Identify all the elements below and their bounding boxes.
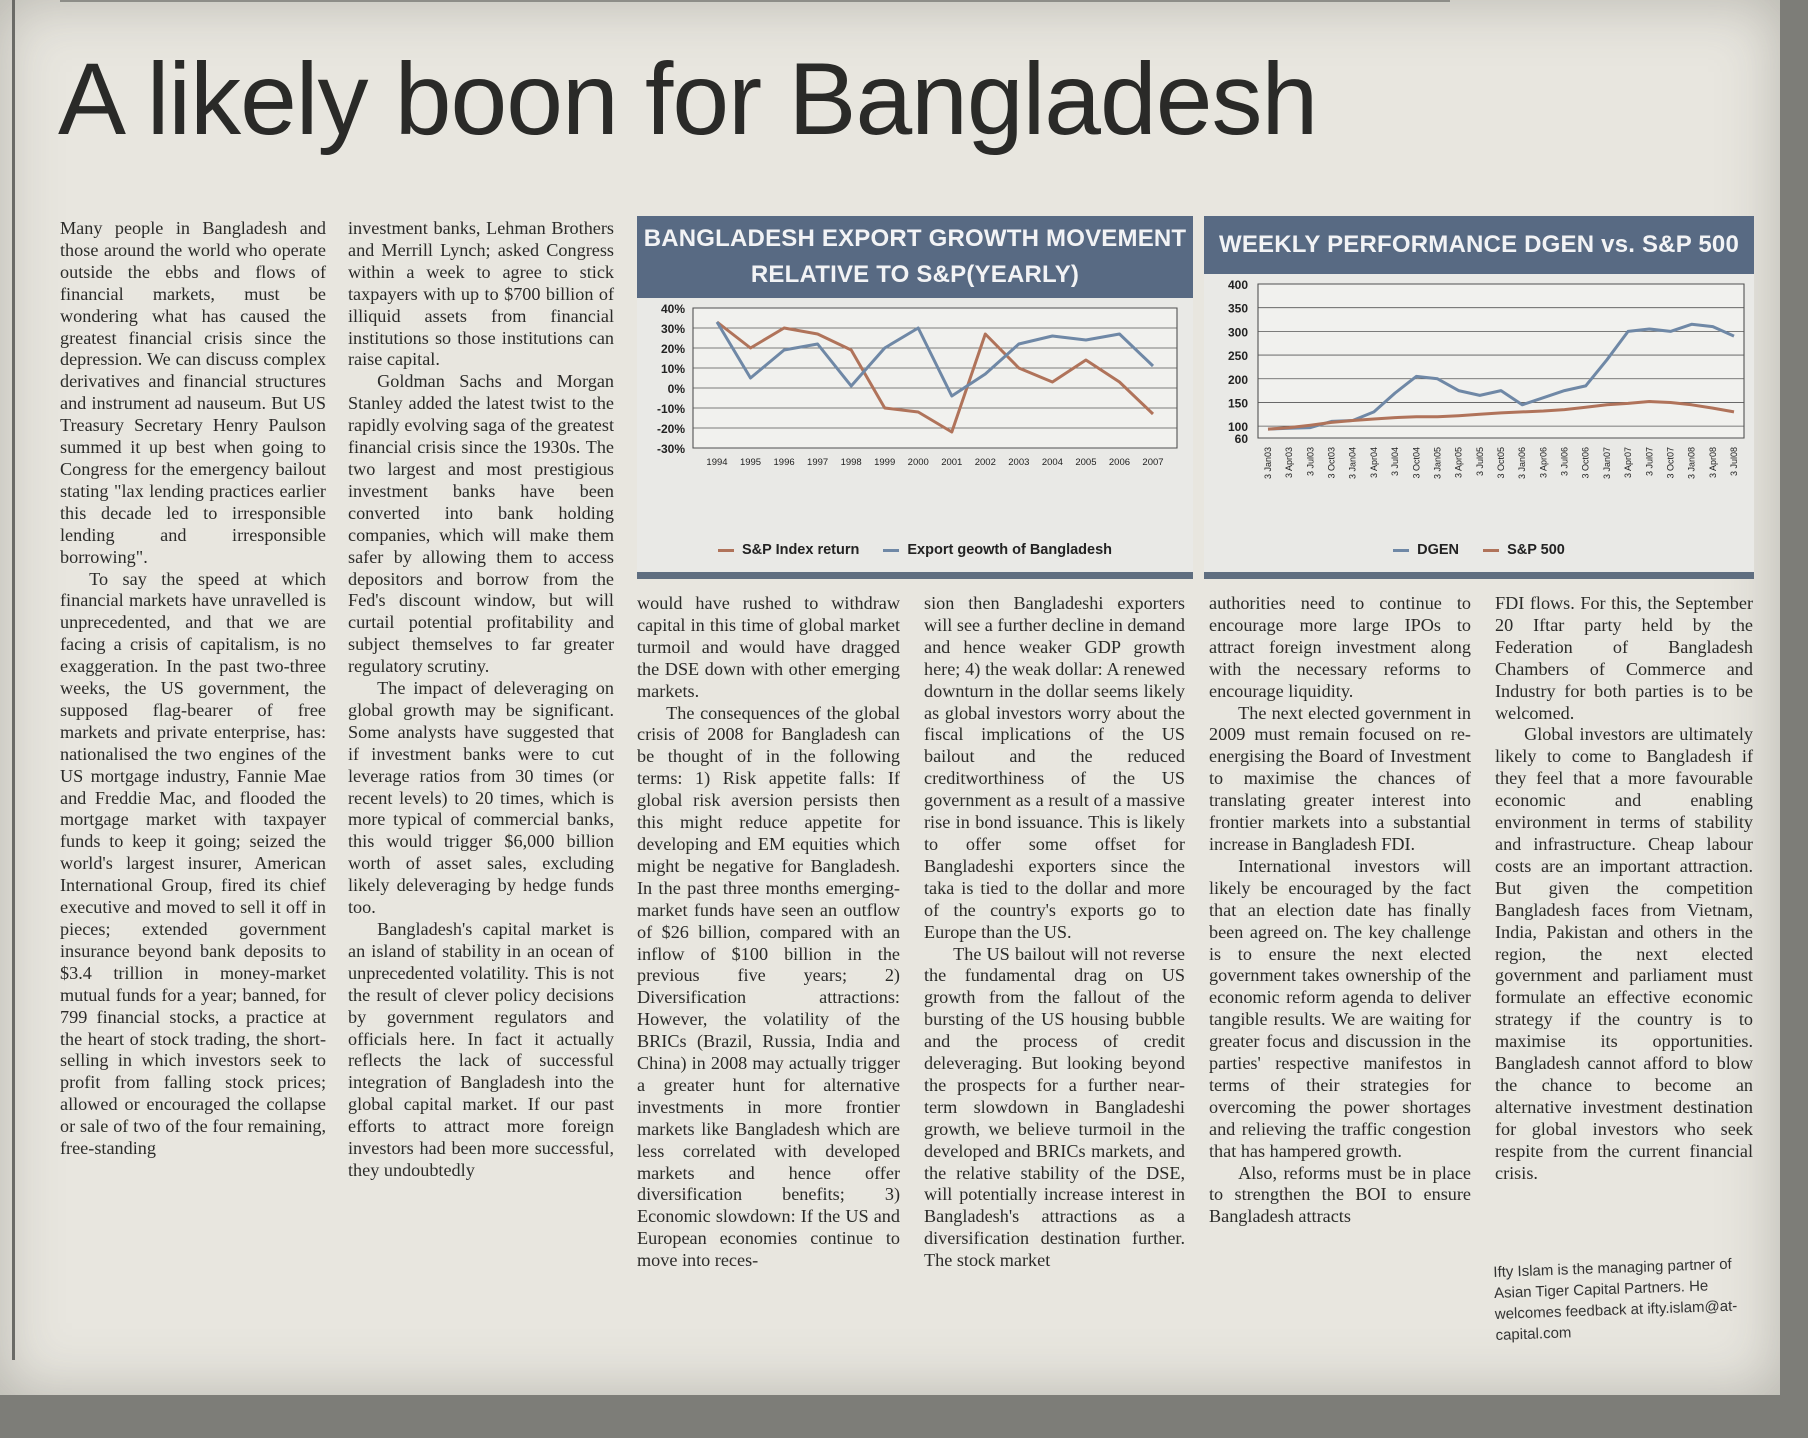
x-tick-label: 3 Jan08 (1686, 447, 1697, 480)
x-tick-label: 3 Oct05 (1496, 447, 1506, 479)
y-tick-label: 60 (1234, 432, 1248, 446)
x-tick-label: 3 Jan04 (1347, 447, 1358, 480)
article-paragraph: Goldman Sachs and Morgan Stanley added the latest twist to the rapidly evolving saga of the greatest financial crisis since the 1930s. The two largest and most prestigious investment banks have been converted into bank holding companies, which will make them safer by allowing them to access depositors and borrow from the Fed's discount window, but will curtail potential profitability and subject themselves to far greater regulatory scrutiny. (348, 371, 614, 677)
x-tick-label: 3 Apr06 (1538, 447, 1549, 479)
dgen-vs-sp500-chart (1204, 216, 1754, 579)
x-tick-label: 3 Oct06 (1580, 447, 1591, 479)
y-tick-label: 300 (1227, 325, 1248, 340)
x-tick-label: 1997 (807, 457, 829, 468)
article-paragraph: The consequences of the global crisis of 2008 for Bangladesh can be thought of in the following terms: 1) Risk appetite falls: If global risk aversion persists then this might reduce appetite for developing and EM equities which might be negative for Bangladesh. In the past three months emerging-market funds have seen an outflow of $26 billion, compared with an inflow of $100 billion in the previous five years; 2) Diversification attractions: However, the volatility of the BRICs (Brazil, Russia, India and China) in 2008 may actually trigger a greater hunt for alternative investments in more frontier markets like Bangladesh which are less correlated with developed markets and hence offer diversification benefits; 3) Economic slowdown: If the US and European economies continue to move into reces- (637, 702, 900, 1271)
x-tick-label: 2002 (974, 457, 996, 468)
export-growth-plot (637, 298, 1193, 530)
x-tick-label: 2000 (907, 457, 929, 468)
x-tick-label: 3 Oct04 (1411, 447, 1422, 479)
chart-legend (1204, 542, 1754, 558)
article-paragraph: The impact of deleveraging on global growth may be significant. Some analysts have suggested that if investment banks were to cut leverage ratios from 30 times (or recent levels) to 20 times, which is more typical of commercial banks, this would trigger $6,000 billion worth of asset sales, excluding likely deleveraging by hedge funds too. (348, 678, 614, 918)
article-paragraph: To say the speed at which financial markets have unravelled is unprecedented, and that we are facing a crisis of capitalism, is no exaggeration. In the past two-three weeks, the US government, the supposed flag-bearer of free markets and private enterprise, has: nationalised the two engines of the US mortgage industry, Fannie Mae and Freddie Mac, and flooded the mortgage market with taxpayer funds to keep it going; seized the world's largest insurer, American International Group, fired its chief executive and moved to sell it off in pieces; extended government insurance beyond bank deposits to $3.4 trillion in money-market mutual funds for a year; banned, for 799 financial stocks, a practice at the heart of stock trading, the short-selling in which investors seek to profit from falling stock prices; allowed or encouraged the collapse or sale of two of the four remaining, free-standing (60, 568, 326, 1159)
x-tick-label: 3 Apr05 (1453, 446, 1464, 479)
article-paragraph: would have rushed to withdraw capital in this time of global market turmoil and would have dragged the DSE down with other emerging markets. (637, 593, 900, 701)
article-paragraph: Also, reforms must be in place to strengthen the BOI to ensure Bangladesh attracts (1209, 1162, 1471, 1227)
y-tick-label: -20% (656, 422, 685, 436)
x-tick-label: 3 Jul07 (1644, 447, 1655, 477)
article-column-4 (924, 593, 1185, 1272)
x-tick-label: 2003 (1008, 457, 1030, 468)
x-tick-label: 3 Jan05 (1432, 447, 1443, 480)
article-column-1 (60, 218, 326, 1160)
plot-area (693, 308, 1177, 448)
y-tick-label: 20% (660, 342, 685, 356)
x-tick-label: 3 Jul04 (1390, 447, 1401, 477)
article-paragraph: FDI flows. For this, the September 20 Iftar party held by the Federation of Bangladesh Chambers of Commerce and Industry for both parties is to be welcomed. (1495, 593, 1753, 723)
x-tick-label: 2004 (1041, 457, 1063, 468)
chart-legend (637, 542, 1193, 558)
legend-item: S&P 500 (1483, 542, 1565, 558)
y-tick-label: 40% (660, 302, 685, 316)
author-byline: Ifty Islam is the managing partner of Asian Tiger Capital Partners. He welcomes feedback at ifty.islam@at-capital.com (1493, 1255, 1738, 1344)
chart-title: BANGLADESH EXPORT GROWTH MOVEMENT RELATIVE TO S&P(YEARLY) (637, 216, 1193, 298)
x-tick-label: 3 Jul03 (1305, 447, 1316, 477)
x-tick-label: 1998 (840, 457, 862, 468)
article-paragraph: sion then Bangladeshi exporters will see a further decline in demand and hence weaker GDP growth here; 4) the weak dollar: A renewed downturn in the dollar seems likely as global investors worry about the fiscal implications of the US bailout and the reduced creditworthiness of the US government as a result of a massive rise in bond issuance. This is likely to offer some offset for Bangladeshi exporters since the taka is tied to the dollar and more of the country's exports go to Europe than the US. (924, 593, 1185, 942)
x-tick-label: 2006 (1108, 457, 1131, 468)
article-paragraph: authorities need to continue to encourage more large IPOs to attract foreign investment along with the necessary reforms to encourage liquidity. (1209, 593, 1471, 701)
x-tick-label: 2007 (1142, 457, 1164, 468)
article-paragraph: Global investors are ultimately likely to come to Bangladesh if they feel that a more favourable economic and enabling environment in terms of stability and infrastructure. Cheap labour costs are an important attraction. But given the competition Bangladesh faces from Vietnam, India, Pakistan and others in the region, the next elected government and parliament must formulate an effective economic strategy if the country is to maximise its opportunities. Bangladesh cannot afford to blow the chance to become an alternative investment destination for global investors who seek respite from the current financial crisis. (1495, 724, 1753, 1183)
y-tick-label: 30% (660, 322, 685, 336)
x-tick-label: 3 Jul06 (1559, 447, 1570, 477)
article-paragraph: investment banks, Lehman Brothers and Merrill Lynch; asked Congress within a week to agree to stick taxpayers with up to $700 billion of illiquid assets from financial institutions so those institutions can raise capital. (348, 218, 614, 370)
article-column-2 (348, 218, 614, 1182)
y-tick-label: -10% (656, 402, 685, 416)
y-tick-label: 200 (1227, 372, 1248, 387)
y-tick-label: 250 (1227, 349, 1248, 364)
export-growth-chart (637, 216, 1193, 579)
plot-area (1258, 284, 1744, 438)
x-tick-label: 3 Jan06 (1517, 447, 1528, 480)
article-column-6 (1495, 593, 1753, 1184)
legend-item: Export geowth of Bangladesh (883, 542, 1112, 558)
left-column-rule (12, 0, 15, 1360)
top-rule (60, 0, 1450, 2)
x-tick-label: 1999 (874, 457, 896, 468)
article-paragraph: The US bailout will not reverse the fundamental drag on US growth from the fallout of the bursting of the US housing bubble and the process of credit deleveraging. But looking beyond the prospects for a further near-term slowdown in Bangladeshi growth, we believe turmoil in the developed and BRICs markets, and the relative stability of the DSE, will potentially increase interest in Bangladesh's attractions as a diversification destination further. The stock market (924, 943, 1185, 1271)
x-tick-label: 1994 (706, 457, 728, 468)
x-tick-label: 1995 (739, 457, 762, 468)
x-tick-label: 3 Apr04 (1368, 447, 1379, 479)
x-tick-label: 3 Jul08 (1729, 447, 1739, 477)
legend-item: S&P Index return (718, 542, 859, 558)
y-tick-label: -30% (656, 442, 685, 456)
y-tick-label: 0% (667, 382, 685, 396)
chart-title: WEEKLY PERFORMANCE DGEN vs. S&P 500 (1204, 216, 1754, 274)
x-tick-label: 3 Jan07 (1601, 447, 1612, 480)
article-paragraph: Bangladesh's capital market is an island of stability in an ocean of unprecedented volatility. This is not the result of clever policy decisions by government regulators and officials here. In fact it actually reflects the lack of successful integration of Bangladesh into the global capital market. If our past efforts to attract more foreign investors had been more successful, they undoubtedly (348, 919, 614, 1180)
x-tick-label: 3 Jul05 (1474, 447, 1485, 477)
headline: A likely boon for Bangladesh (58, 42, 1318, 156)
x-tick-label: 2001 (941, 457, 963, 468)
x-tick-label: 3 Apr08 (1707, 447, 1718, 479)
x-tick-label: 3 Apr03 (1284, 447, 1295, 479)
x-tick-label: 3 Oct07 (1665, 447, 1676, 479)
y-tick-label: 10% (660, 362, 685, 376)
legend-item: DGEN (1393, 542, 1459, 558)
x-tick-label: 2005 (1075, 457, 1097, 468)
article-paragraph: The next elected government in 2009 must remain focused on re-energising the Board of Investment to maximise the chances of translating greater interest into frontier markets into a substantial increase in Bangladesh FDI. (1209, 702, 1471, 854)
x-tick-label: 1996 (773, 457, 795, 468)
y-tick-label: 400 (1227, 278, 1248, 292)
article-paragraph: International investors will likely be encouraged by the fact that an election date has finally been agreed on. The key challenge is to ensure the next elected government takes ownership of the economic reform agenda to deliver tangible results. We are waiting for greater focus and discussion in the parties' respective manifestos in terms of their strategies for overcoming the power shortages and relieving the traffic congestion that has hampered growth. (1209, 855, 1471, 1161)
article-column-5 (1209, 593, 1471, 1228)
article-paragraph: Many people in Bangladesh and those around the world who operate outside the ebbs and flows of financial markets, must be wondering what has caused the greatest financial crisis since the depression. We can discuss complex derivatives and financial structures and instrument ad nauseum. But US Treasury Secretary Henry Paulson summed it up best when going to Congress for the emergency bailout stating "lax lending practices earlier this decade led to irresponsible lending and irresponsible borrowing". (60, 218, 326, 567)
dgen-vs-sp500-plot (1204, 274, 1754, 534)
x-tick-label: 3 Apr07 (1623, 447, 1634, 479)
x-tick-label: 3 Jan03 (1263, 447, 1273, 480)
y-tick-label: 350 (1227, 301, 1248, 316)
y-tick-label: 150 (1227, 396, 1248, 411)
y-tick-label: 100 (1227, 420, 1248, 435)
x-tick-label: 3 Oct03 (1326, 447, 1337, 479)
article-column-3 (637, 593, 900, 1272)
